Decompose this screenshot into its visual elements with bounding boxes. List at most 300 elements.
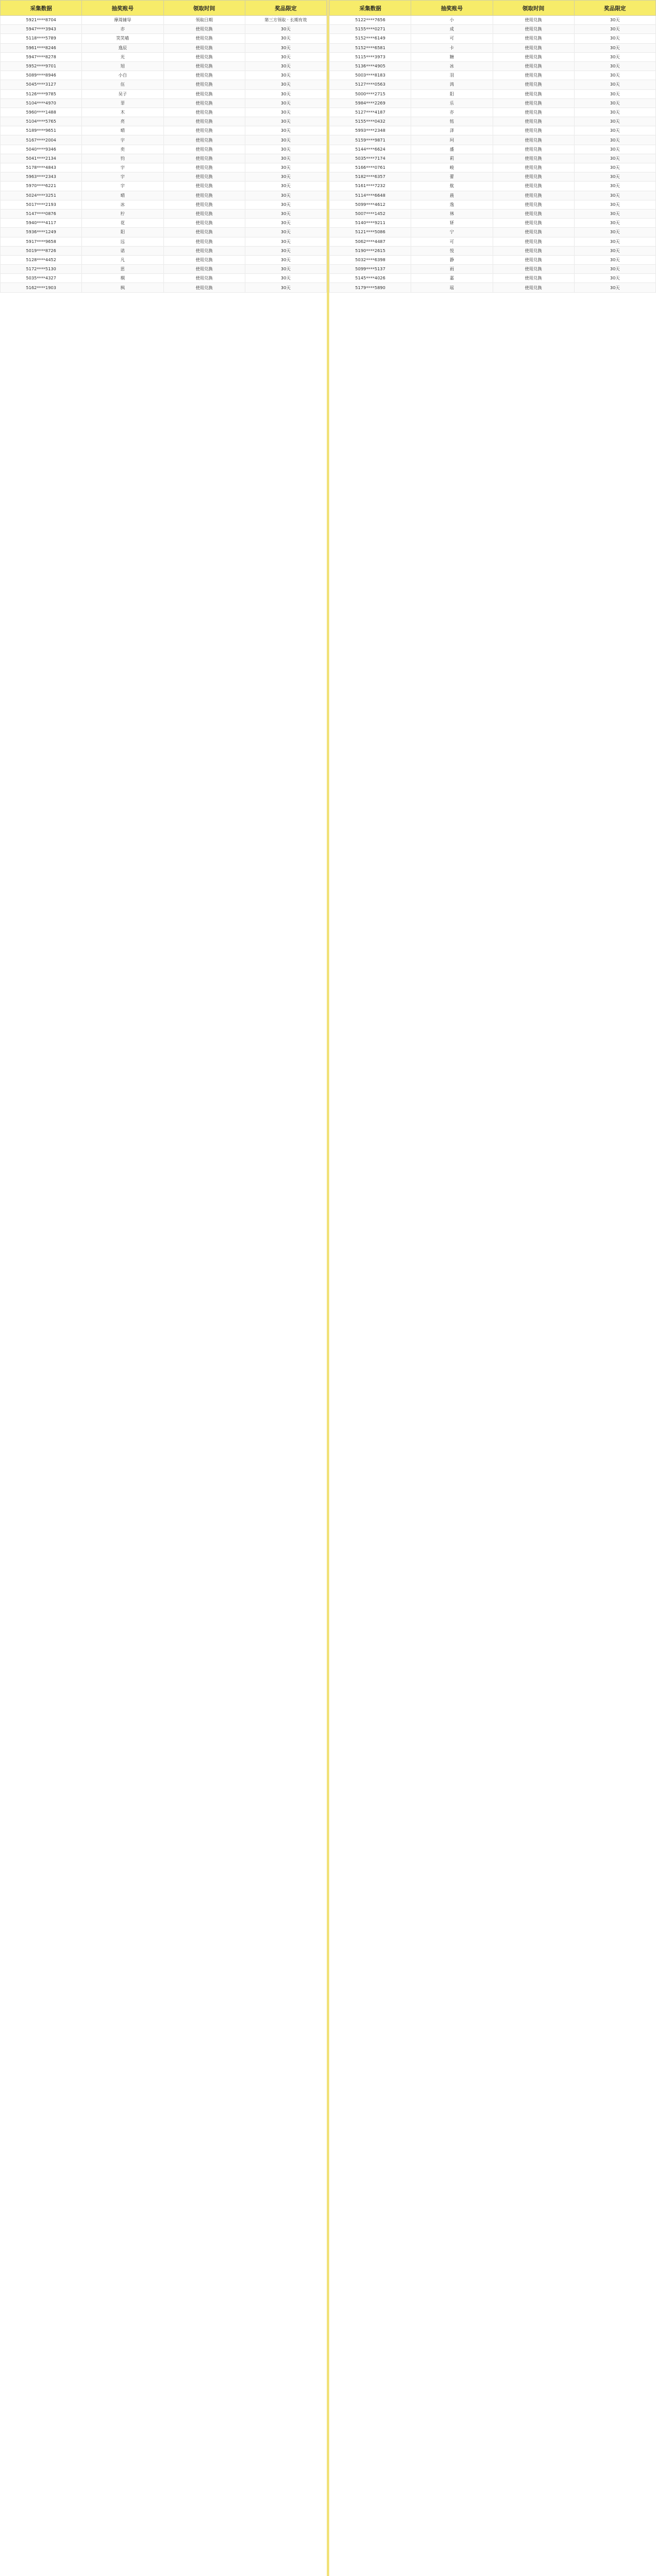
cell-limit: 30天 — [574, 52, 655, 61]
cell-id: 5127****4187 — [330, 108, 411, 117]
left-table-container — [0, 0, 327, 293]
table-row — [1, 154, 327, 163]
cell-time: 使用兑换 — [493, 154, 574, 163]
cell-limit: 30天 — [574, 25, 655, 34]
cell-id: 5040****9346 — [1, 145, 82, 154]
cell-account: 莉 — [411, 154, 493, 163]
cell-time: 使用兑换 — [163, 25, 245, 34]
cell-limit: 30天 — [574, 145, 655, 154]
table-row — [1, 237, 327, 246]
cell-account: 嘉 — [411, 274, 493, 283]
cell-id: 5189****9651 — [1, 126, 82, 135]
cell-time: 使用兑换 — [493, 163, 574, 173]
col-header: 采集数据 — [1, 1, 82, 16]
column-divider — [327, 0, 329, 2576]
cell-account: 晨 — [411, 191, 493, 200]
cell-id: 5000****2715 — [330, 89, 411, 98]
cell-limit: 30天 — [245, 209, 326, 218]
cell-limit: 30天 — [574, 219, 655, 228]
cell-id: 5007****1452 — [330, 209, 411, 218]
cell-time: 领取日期 — [163, 16, 245, 25]
cell-account: 木 — [82, 108, 163, 117]
cell-limit: 30天 — [245, 61, 326, 70]
table-row — [330, 108, 656, 117]
cell-time: 使用兑换 — [493, 98, 574, 108]
table-row — [1, 265, 327, 274]
cell-time: 使用兑换 — [163, 135, 245, 145]
table-row — [330, 52, 656, 61]
right-table-body — [330, 16, 656, 293]
cell-id: 5182****6357 — [330, 173, 411, 182]
col-header: 领取时间 — [163, 1, 245, 16]
col-header: 领取时间 — [493, 1, 574, 16]
table-row — [330, 25, 656, 34]
cell-id: 5161****7232 — [330, 182, 411, 191]
cell-id: 5166****0761 — [330, 163, 411, 173]
table-row — [330, 16, 656, 25]
cell-id: 5159****9871 — [330, 135, 411, 145]
col-header: 奖品限定 — [245, 1, 326, 16]
cell-time: 使用兑换 — [493, 228, 574, 237]
cell-account: 诺 — [82, 246, 163, 255]
cell-account: 笑笑喵 — [82, 34, 163, 43]
cell-id: 5921****8704 — [1, 16, 82, 25]
cell-limit: 30天 — [574, 126, 655, 135]
cell-account: 亦 — [411, 108, 493, 117]
cell-limit: 30天 — [574, 237, 655, 246]
table-row — [1, 182, 327, 191]
cell-limit: 30天 — [245, 228, 326, 237]
cell-account: 林 — [411, 209, 493, 218]
cell-time: 使用兑换 — [493, 43, 574, 52]
table-row — [1, 145, 327, 154]
cell-time: 使用兑换 — [163, 265, 245, 274]
cell-account: 宇 — [82, 135, 163, 145]
table-row — [330, 255, 656, 264]
cell-id: 5003****8183 — [330, 71, 411, 80]
cell-account: 雨 — [411, 265, 493, 274]
cell-limit: 30天 — [574, 191, 655, 200]
cell-id: 5155****0271 — [330, 25, 411, 34]
cell-account: 峻 — [411, 163, 493, 173]
cell-time: 使用兑换 — [493, 274, 574, 283]
table-row — [1, 108, 327, 117]
table-row — [1, 52, 327, 61]
cell-limit: 30天 — [245, 191, 326, 200]
cell-time: 使用兑换 — [163, 163, 245, 173]
cell-limit: 30天 — [574, 246, 655, 255]
cell-id: 5172****5130 — [1, 265, 82, 274]
table-row — [330, 89, 656, 98]
cell-limit: 30天 — [245, 71, 326, 80]
cell-id: 5145****4026 — [330, 274, 411, 283]
cell-time: 使用兑换 — [493, 255, 574, 264]
cell-limit: 30天 — [245, 52, 326, 61]
table-row — [1, 228, 327, 237]
col-header: 采集数据 — [330, 1, 411, 16]
table-row — [1, 98, 327, 108]
cell-id: 5178****4843 — [1, 163, 82, 173]
table-row — [1, 135, 327, 145]
cell-time: 使用兑换 — [163, 80, 245, 89]
cell-account: 晴 — [82, 191, 163, 200]
table-row — [1, 25, 327, 34]
cell-limit: 第三方领取 · 长期有效 — [245, 16, 326, 25]
cell-limit: 30天 — [245, 265, 326, 274]
cell-account: 阳 — [82, 228, 163, 237]
cell-limit: 30天 — [574, 98, 655, 108]
cell-account: 卡 — [411, 43, 493, 52]
cell-time: 使用兑换 — [493, 52, 574, 61]
cell-id: 5121****5086 — [330, 228, 411, 237]
cell-limit: 30天 — [574, 80, 655, 89]
cell-id: 5961****8246 — [1, 43, 82, 52]
cell-id: 5952****9701 — [1, 61, 82, 70]
cell-time: 使用兑换 — [163, 98, 245, 108]
cell-limit: 30天 — [245, 173, 326, 182]
cell-limit: 30天 — [574, 274, 655, 283]
cell-account: 可 — [411, 237, 493, 246]
cell-account: 妍 — [411, 219, 493, 228]
cell-time: 使用兑换 — [163, 154, 245, 163]
table-row — [1, 219, 327, 228]
cell-limit: 30天 — [245, 219, 326, 228]
cell-time: 使用兑换 — [163, 237, 245, 246]
table-row — [1, 209, 327, 218]
cell-limit: 30天 — [245, 237, 326, 246]
cell-limit: 30天 — [574, 209, 655, 218]
cell-account: 晴 — [82, 126, 163, 135]
table-row — [330, 173, 656, 182]
cell-account: 蕾 — [411, 173, 493, 182]
left-table — [0, 0, 327, 293]
cell-id: 5917****9658 — [1, 237, 82, 246]
cell-id: 5099****5137 — [330, 265, 411, 274]
cell-time: 使用兑换 — [163, 274, 245, 283]
cell-account: 铭 — [411, 117, 493, 126]
cell-limit: 30天 — [574, 108, 655, 117]
cell-account: 泽 — [411, 126, 493, 135]
cell-id: 5019****8726 — [1, 246, 82, 255]
cell-time: 使用兑换 — [493, 283, 574, 292]
cell-time: 使用兑换 — [163, 89, 245, 98]
cell-id: 5152****6581 — [330, 43, 411, 52]
table-row — [330, 209, 656, 218]
cell-limit: 30天 — [574, 135, 655, 145]
cell-limit: 30天 — [245, 283, 326, 292]
cell-id: 5089****8946 — [1, 71, 82, 80]
cell-id: 5128****4452 — [1, 255, 82, 264]
cell-time: 使用兑换 — [493, 246, 574, 255]
cell-time: 使用兑换 — [493, 61, 574, 70]
cell-account: 宇 — [82, 182, 163, 191]
cell-id: 5140****9211 — [330, 219, 411, 228]
cell-time: 使用兑换 — [493, 209, 574, 218]
cell-account: 伍 — [82, 80, 163, 89]
cell-id: 5126****9785 — [1, 89, 82, 98]
cell-limit: 30天 — [574, 255, 655, 264]
cell-limit: 30天 — [245, 25, 326, 34]
table-row — [330, 98, 656, 108]
cell-id: 5960****1488 — [1, 108, 82, 117]
cell-id: 5947****8278 — [1, 52, 82, 61]
cell-time: 使用兑换 — [493, 16, 574, 25]
cell-time: 使用兑换 — [163, 182, 245, 191]
cell-time: 使用兑换 — [163, 145, 245, 154]
table-row — [330, 71, 656, 80]
cell-account: 菲 — [82, 98, 163, 108]
table-row — [1, 80, 327, 89]
table-row — [330, 43, 656, 52]
cell-account: 阳 — [411, 89, 493, 98]
table-row — [1, 163, 327, 173]
cell-id: 5136****4905 — [330, 61, 411, 70]
table-row — [1, 246, 327, 255]
cell-account: 花 — [82, 219, 163, 228]
cell-time: 使用兑换 — [493, 200, 574, 209]
cell-account: 钧 — [82, 154, 163, 163]
cell-id: 5104****4970 — [1, 98, 82, 108]
cell-limit: 30天 — [574, 283, 655, 292]
cell-limit: 30天 — [574, 265, 655, 274]
cell-limit: 30天 — [245, 34, 326, 43]
table-row — [330, 265, 656, 274]
cell-id: 5017****2193 — [1, 200, 82, 209]
cell-time: 使用兑换 — [493, 135, 574, 145]
cell-id: 5167****2004 — [1, 135, 82, 145]
cell-time: 使用兑换 — [493, 71, 574, 80]
table-row — [330, 283, 656, 292]
table-row — [330, 126, 656, 135]
cell-id: 5062****4487 — [330, 237, 411, 246]
cell-account: 奕 — [82, 145, 163, 154]
cell-id: 5147****0876 — [1, 209, 82, 218]
cell-account: 逸辰 — [82, 43, 163, 52]
cell-account: 冰 — [82, 200, 163, 209]
cell-time: 使用兑换 — [493, 108, 574, 117]
cell-id: 5127****0563 — [330, 80, 411, 89]
cell-limit: 30天 — [245, 163, 326, 173]
cell-time: 使用兑换 — [163, 108, 245, 117]
cell-time: 使用兑换 — [493, 145, 574, 154]
cell-account: 摩周辅导 — [82, 16, 163, 25]
table-row — [330, 219, 656, 228]
cell-id: 5947****3943 — [1, 25, 82, 34]
cell-time: 使用兑换 — [493, 80, 574, 89]
cell-account: 亦 — [82, 25, 163, 34]
cell-limit: 30天 — [245, 182, 326, 191]
cell-id: 5024****3251 — [1, 191, 82, 200]
cell-time: 使用兑换 — [163, 219, 245, 228]
cell-account: 珂 — [411, 135, 493, 145]
cell-limit: 30天 — [245, 145, 326, 154]
cell-account: 羽 — [411, 71, 493, 80]
cell-account: 可 — [411, 34, 493, 43]
cell-id: 5963****2343 — [1, 173, 82, 182]
cell-account: 枫 — [82, 283, 163, 292]
table-row — [1, 200, 327, 209]
col-header: 奖品限定 — [574, 1, 655, 16]
cell-limit: 30天 — [574, 117, 655, 126]
table-row — [1, 117, 327, 126]
cell-time: 使用兑换 — [163, 200, 245, 209]
cell-limit: 30天 — [245, 98, 326, 108]
table-row — [1, 191, 327, 200]
cell-account: 吴子 — [82, 89, 163, 98]
cell-id: 5032****6398 — [330, 255, 411, 264]
cell-limit: 30天 — [245, 200, 326, 209]
table-row — [1, 126, 327, 135]
cell-account: 成 — [411, 25, 493, 34]
cell-time: 使用兑换 — [493, 191, 574, 200]
table-row — [330, 246, 656, 255]
cell-id: 5115****3973 — [330, 52, 411, 61]
cell-account: 逸 — [411, 200, 493, 209]
cell-limit: 30天 — [245, 43, 326, 52]
cell-account: 宁 — [411, 228, 493, 237]
cell-id: 5970****6221 — [1, 182, 82, 191]
cell-account: 航 — [411, 182, 493, 191]
cell-limit: 30天 — [574, 89, 655, 98]
cell-limit: 30天 — [245, 255, 326, 264]
cell-account: 瑶 — [411, 283, 493, 292]
cell-account: 小白 — [82, 71, 163, 80]
cell-account: 宇 — [82, 173, 163, 182]
cell-time: 使用兑换 — [493, 34, 574, 43]
cell-time: 使用兑换 — [163, 52, 245, 61]
cell-id: 5045****3127 — [1, 80, 82, 89]
cell-account: 静 — [411, 255, 493, 264]
cell-time: 使用兑换 — [493, 126, 574, 135]
cell-account: 小 — [411, 16, 493, 25]
table-row — [1, 274, 327, 283]
cell-limit: 30天 — [574, 61, 655, 70]
cell-limit: 30天 — [574, 228, 655, 237]
table-row — [1, 61, 327, 70]
cell-limit: 30天 — [574, 43, 655, 52]
cell-account: 冰 — [411, 61, 493, 70]
cell-time: 使用兑换 — [163, 173, 245, 182]
cell-id: 5041****2134 — [1, 154, 82, 163]
cell-account: 凡 — [82, 255, 163, 264]
table-row — [1, 173, 327, 182]
table-row — [330, 117, 656, 126]
cell-limit: 30天 — [574, 182, 655, 191]
cell-time: 使用兑换 — [163, 283, 245, 292]
cell-limit: 30天 — [245, 274, 326, 283]
cell-account: 悦 — [411, 246, 493, 255]
left-header-row — [1, 1, 327, 16]
cell-limit: 30天 — [574, 16, 655, 25]
cell-id: 5155****0432 — [330, 117, 411, 126]
table-row — [330, 61, 656, 70]
cell-account: 糖 — [411, 52, 493, 61]
cell-id: 5144****6624 — [330, 145, 411, 154]
left-table-body — [1, 16, 327, 293]
cell-limit: 30天 — [574, 173, 655, 182]
table-row — [330, 182, 656, 191]
cell-time: 使用兑换 — [163, 71, 245, 80]
right-header-row — [330, 1, 656, 16]
cell-account: 宇 — [82, 163, 163, 173]
cell-time: 使用兑换 — [163, 43, 245, 52]
cell-time: 使用兑换 — [493, 25, 574, 34]
cell-time: 使用兑换 — [163, 61, 245, 70]
table-row — [330, 163, 656, 173]
cell-limit: 30天 — [245, 246, 326, 255]
cell-id: 5152****6149 — [330, 34, 411, 43]
cell-id: 5104****5765 — [1, 117, 82, 126]
cell-limit: 30天 — [245, 135, 326, 145]
right-table — [329, 0, 656, 293]
cell-time: 使用兑换 — [493, 89, 574, 98]
cell-time: 使用兑换 — [493, 265, 574, 274]
table-row — [330, 237, 656, 246]
cell-limit: 30天 — [574, 34, 655, 43]
cell-limit: 30天 — [245, 154, 326, 163]
cell-id: 5122****7656 — [330, 16, 411, 25]
cell-id: 5118****5789 — [1, 34, 82, 43]
table-row — [1, 89, 327, 98]
cell-limit: 30天 — [245, 80, 326, 89]
table-row — [330, 274, 656, 283]
cell-limit: 30天 — [245, 89, 326, 98]
cell-id: 5179****5890 — [330, 283, 411, 292]
cell-account: 乐 — [411, 98, 493, 108]
table-row — [330, 80, 656, 89]
cell-id: 5114****6648 — [330, 191, 411, 200]
cell-id: 5940****4117 — [1, 219, 82, 228]
cell-time: 使用兑换 — [493, 173, 574, 182]
table-row — [330, 145, 656, 154]
table-row — [330, 191, 656, 200]
table-row — [1, 34, 327, 43]
table-row — [330, 34, 656, 43]
cell-id: 5162****1903 — [1, 283, 82, 292]
cell-time: 使用兑换 — [163, 228, 245, 237]
cell-id: 5190****2615 — [330, 246, 411, 255]
table-row — [330, 135, 656, 145]
cell-limit: 30天 — [245, 117, 326, 126]
cell-account: 亮 — [82, 117, 163, 126]
cell-account: 光 — [82, 52, 163, 61]
table-row — [1, 43, 327, 52]
cell-time: 使用兑换 — [493, 219, 574, 228]
right-table-container — [329, 0, 656, 293]
table-row — [330, 228, 656, 237]
cell-id: 5984****2269 — [330, 98, 411, 108]
cell-account: 盛 — [411, 145, 493, 154]
col-header: 抽奖账号 — [411, 1, 493, 16]
cell-id: 5035****4327 — [1, 274, 82, 283]
table-row — [330, 200, 656, 209]
cell-account: 远 — [82, 237, 163, 246]
cell-limit: 30天 — [245, 108, 326, 117]
cell-time: 使用兑换 — [163, 117, 245, 126]
cell-id: 5099****4612 — [330, 200, 411, 209]
cell-limit: 30天 — [245, 126, 326, 135]
table-row — [1, 255, 327, 264]
cell-limit: 30天 — [574, 154, 655, 163]
cell-time: 使用兑换 — [163, 255, 245, 264]
cell-time: 使用兑换 — [163, 126, 245, 135]
cell-time: 使用兑换 — [163, 209, 245, 218]
cell-time: 使用兑换 — [493, 182, 574, 191]
cell-time: 使用兑换 — [163, 34, 245, 43]
cell-account: 桐 — [82, 274, 163, 283]
cell-account: 柠 — [82, 209, 163, 218]
cell-account: 旭 — [82, 61, 163, 70]
